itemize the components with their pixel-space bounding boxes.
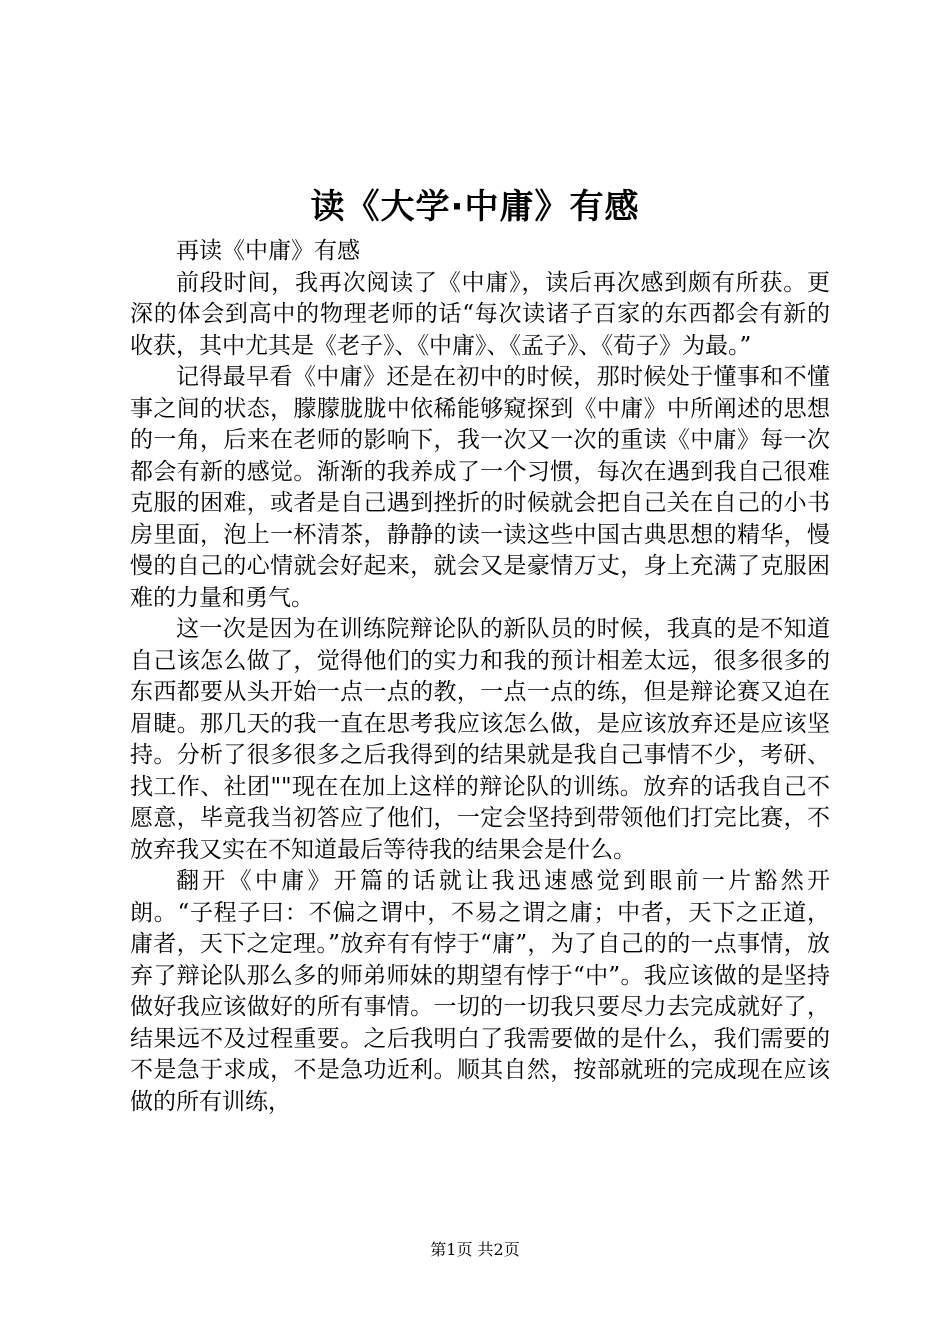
page-title: 读《大学·中庸》有感 xyxy=(310,187,640,227)
paragraph-3: 这一次是因为在训练院辩论队的新队员的时候，我真的是不知道自己该怎么做了，觉得他们的实力和我的预计相差太远，很多很多的东西都要从头开始一点一点的教，一点一点的练，但是辩论赛又迫在眉睫。那几天的我一直在思考我应该怎么做，是应该放弃还是应该坚持。分析了很多很多之后我得到的结果就是我自己事情不少，考研、找工作、社团""现在在加上这样的辩论队的训练。放弃的话我自己不愿意，毕竟我当初答应了他们，一定会坚持到带领他们打完比赛，不放弃我又实在不知道最后等待我的结果会是什么。 xyxy=(130,616,830,863)
paragraph-4: 翻开《中庸》开篇的话就让我迅速感觉到眼前一片豁然开朗。“子程子曰：不偏之谓中，不易之谓之庸；中者，天下之正道，庸者，天下之定理。”放弃有有悖于“庸”，为了自己的的一点事情，放弃了辩论队那么多的师弟师妹的期望有悖于“中”。我应该做的是坚持做好我应该做好的所有事情。一切的一切我只要尽力去完成就好了，结果远不及过程重要。之后我明白了我需要做的是什么，我们需要的不是急于求成，不是急功近利。顺其自然，按部就班的完成现在应该做的所有训练， xyxy=(130,868,830,1115)
subtitle: 再读《中庸》有感 xyxy=(176,238,360,264)
paragraph-2: 记得最早看《中庸》还是在初中的时候，那时候处于懂事和不懂事之间的状态，朦朦胧胧中依稀能够窥探到《中庸》中所阐述的思想的一角，后来在老师的影响下，我一次又一次的重读《中庸》每一次都会有新的感觉。渐渐的我养成了一个习惯，每次在遇到我自己很难克服的困难，或者是自己遇到挫折的时候就会把自己关在自己的小书房里面，泡上一杯清茶，静静的读一读这些中国古典思想的精华，慢慢的自己的心情就会好起来，就会又是豪情万丈，身上充满了克服困难的力量和勇气。 xyxy=(130,364,830,611)
page-number-footer: 第1页 共2页 xyxy=(430,1240,520,1259)
article-body xyxy=(130,236,830,1118)
paragraph-1: 前段时间，我再次阅读了《中庸》，读后再次感到颇有所获。更深的体会到高中的物理老师的话“每次读诸子百家的东西都会有新的收获，其中尤其是《老子》、《中庸》、《孟子》、《荀子》为最。” xyxy=(130,269,830,359)
